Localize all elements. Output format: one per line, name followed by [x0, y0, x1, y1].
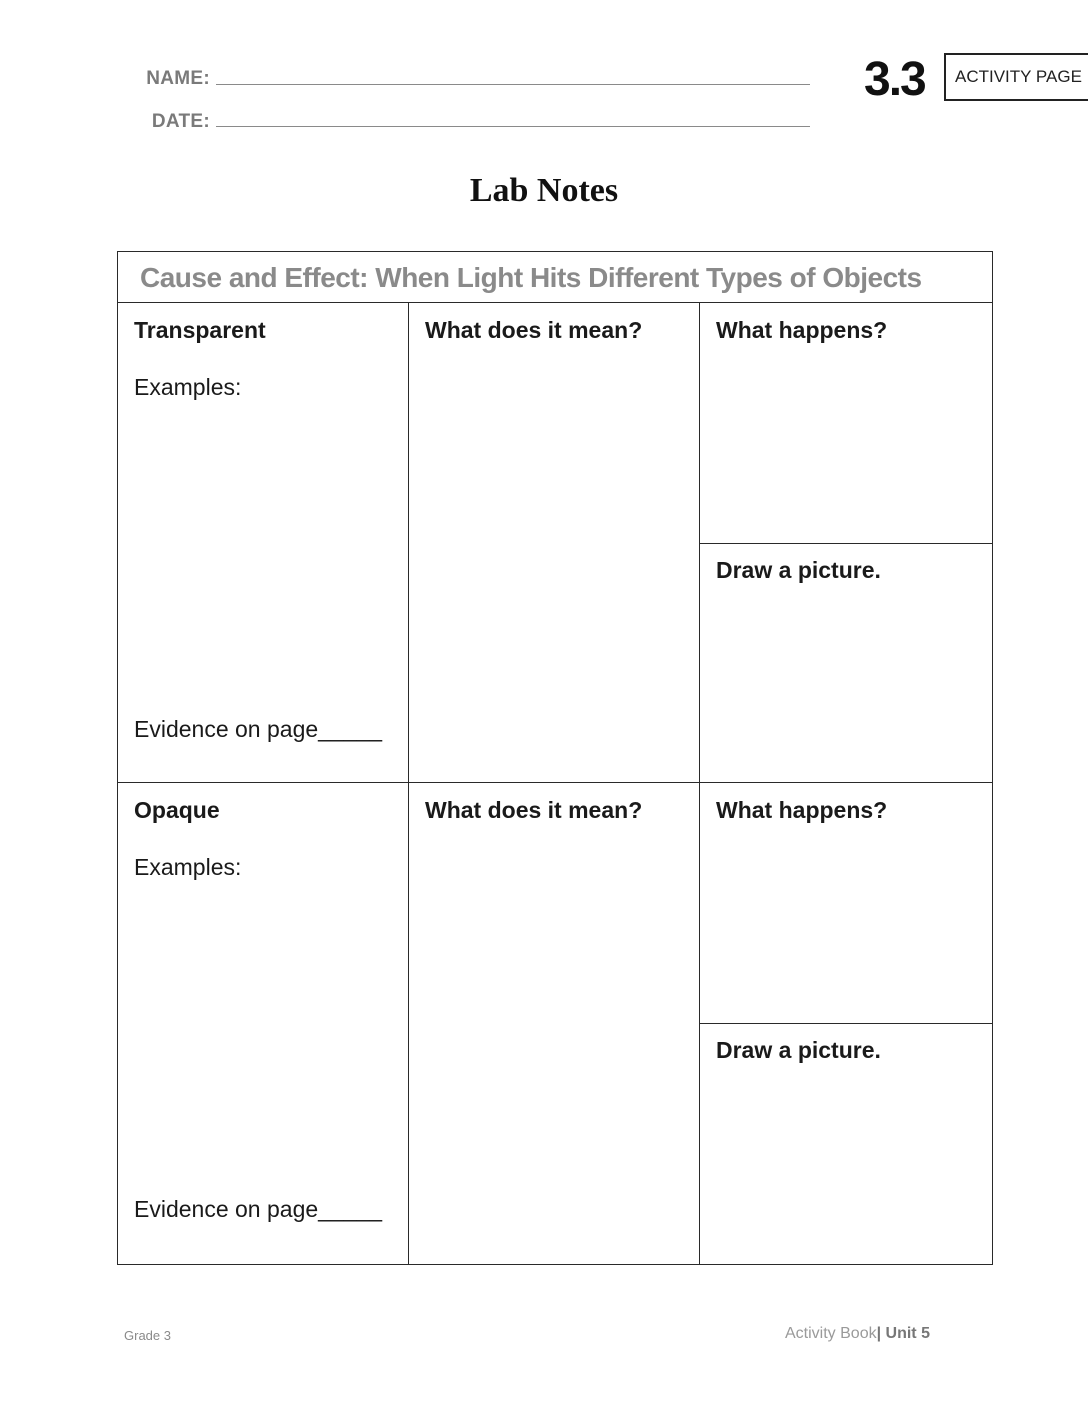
footer-separator: |: [876, 1325, 882, 1342]
footer-unit: Unit 5: [885, 1325, 930, 1342]
activity-page-label: ACTIVITY PAGE: [955, 67, 1082, 86]
section-divider: [117, 782, 993, 783]
lab-notes-table: [117, 251, 993, 1265]
opaque-happens-heading: What happens?: [716, 797, 888, 823]
opaque-draw-divider: [700, 1023, 992, 1024]
opaque-examples-label: Examples:: [134, 854, 242, 880]
transparent-evidence-label: Evidence on page_____: [134, 716, 383, 742]
footer-book-info: [785, 1325, 930, 1343]
opaque-draw-heading: Draw a picture.: [716, 1037, 881, 1063]
transparent-draw-heading: Draw a picture.: [716, 557, 881, 583]
page-title: Lab Notes: [469, 172, 619, 209]
footer-grade: Grade 3: [124, 1328, 171, 1343]
column-divider-1: [408, 302, 409, 1264]
transparent-happens-heading: What happens?: [716, 317, 888, 343]
transparent-meaning-heading: What does it mean?: [425, 317, 643, 343]
opaque-meaning-heading: What does it mean?: [425, 797, 643, 823]
table-heading: Cause and Effect: When Light Hits Different Types of Objects: [140, 262, 922, 293]
column-divider-2: [699, 302, 700, 1264]
name-field-line[interactable]: [216, 84, 810, 85]
name-label: NAME:: [146, 68, 210, 89]
opaque-heading: Opaque: [134, 797, 220, 823]
date-field-line[interactable]: [216, 126, 810, 127]
opaque-evidence-label: Evidence on page_____: [134, 1196, 383, 1222]
page-number: 3.3: [864, 53, 925, 106]
activity-page-tag: [944, 53, 1088, 101]
heading-divider: [117, 302, 993, 303]
transparent-examples-label: Examples:: [134, 374, 242, 400]
footer-book: Activity Book: [785, 1325, 877, 1342]
date-label: DATE:: [151, 111, 210, 132]
transparent-draw-divider: [700, 543, 992, 544]
transparent-heading: Transparent: [134, 317, 266, 343]
